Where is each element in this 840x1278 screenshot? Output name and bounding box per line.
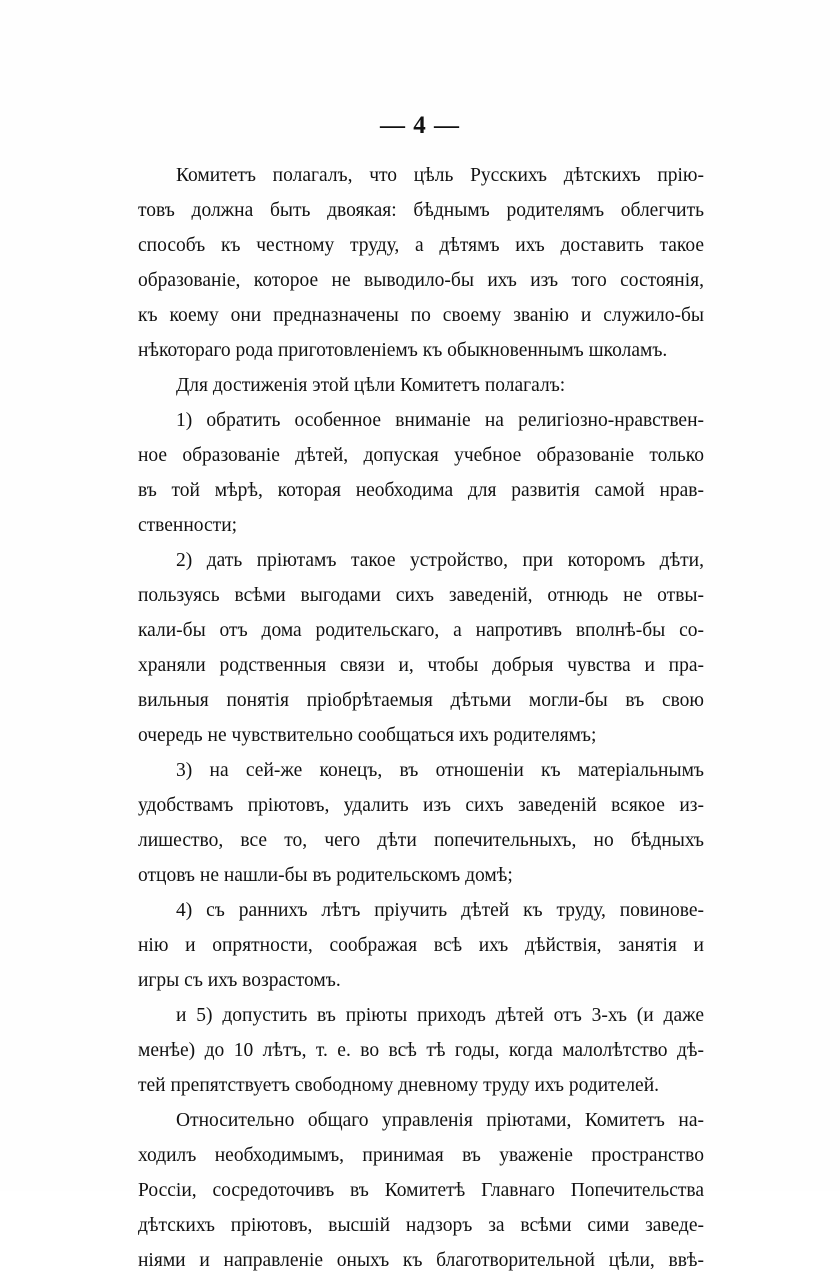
text-line: кали-бы отъ дома родительскаго, а напротивъ вполнѣ-бы со- — [138, 620, 704, 641]
text-line: пользуясь всѣми выгодами сихъ заведенiй, отнюдь не отвы- — [138, 585, 704, 606]
text-line: 4) съ раннихъ лѣтъ прiучить дѣтей къ труду, повинове- — [176, 900, 704, 921]
text-line: дѣтскихъ прiютовъ, высшiй надзоръ за всѣми сими заведе- — [138, 1215, 704, 1236]
body-text — [138, 158, 704, 1278]
text-line: нiями и направленiе оныхъ къ благотворительной цѣли, ввѣ- — [138, 1250, 704, 1271]
text-line: игры съ ихъ возрастомъ. — [138, 970, 341, 991]
text-line: храняли родственныя связи и, чтобы добрыя чувства и пра- — [138, 655, 704, 676]
text-line: ходилъ необходимымъ, принимая въ уваженiе пространство — [138, 1145, 704, 1166]
text-line: товъ должна быть двоякая: бѣднымъ родителямъ облегчить — [138, 200, 704, 221]
text-line: тей препятствуетъ свободному дневному труду ихъ родителей. — [138, 1075, 660, 1096]
text-line: менѣе) до 10 лѣтъ, т. е. во всѣ тѣ годы, когда малолѣтство дѣ- — [138, 1040, 704, 1061]
text-line: Комитетъ полагалъ, что цѣль Русскихъ дѣтскихъ прiю- — [176, 165, 704, 186]
page-number: — 4 — — [380, 112, 460, 139]
text-line: и 5) допустить въ прiюты приходъ дѣтей отъ 3-хъ (и даже — [176, 1005, 704, 1026]
text-line: нiю и опрятности, соображая всѣ ихъ дѣйствiя, занятiя и — [138, 935, 704, 956]
text-line: Для достиженiя этой цѣли Комитетъ полагалъ: — [176, 375, 566, 396]
text-line: удобствамъ прiютовъ, удалить изъ сихъ заведенiй всякое из- — [138, 795, 704, 816]
text-line: 2) дать прiютамъ такое устройство, при которомъ дѣти, — [176, 550, 704, 571]
text-line: въ той мѣрѣ, которая необходима для развитiя самой нрав- — [138, 480, 704, 501]
text-line: вильныя понятiя прiобрѣтаемыя дѣтьми могли-бы въ свою — [138, 690, 704, 711]
text-line: лишество, все то, чего дѣти попечительныхъ, но бѣдныхъ — [138, 830, 704, 851]
text-line: Россiи, сосредоточивъ въ Комитетѣ Главнаго Попечительства — [138, 1180, 704, 1201]
text-line: ное образованiе дѣтей, допуская учебное образованiе только — [138, 445, 704, 466]
text-line: 3) на сей-же конецъ, въ отношенiи къ матерiальнымъ — [176, 760, 704, 781]
text-line: къ коему они предназначены по своему званiю и служило-бы — [138, 305, 704, 326]
text-line: отцовъ не нашли-бы въ родительскомъ домѣ; — [138, 865, 513, 886]
text-line: 1) обратить особенное вниманiе на религiозно-нравствен- — [176, 410, 704, 431]
text-line: Относительно общаго управленiя прiютами, Комитетъ на- — [176, 1110, 704, 1131]
text-line: ственности; — [138, 515, 238, 536]
text-line: очередь не чувствительно сообщаться ихъ родителямъ; — [138, 725, 597, 746]
text-line: способъ къ честному труду, а дѣтямъ ихъ доставить такое — [138, 235, 704, 256]
text-line: нѣкотораго рода приготовленiемъ къ обыкновеннымъ школамъ. — [138, 340, 668, 361]
text-line: образованiе, которое не выводило-бы ихъ изъ того состоянiя, — [138, 270, 704, 291]
